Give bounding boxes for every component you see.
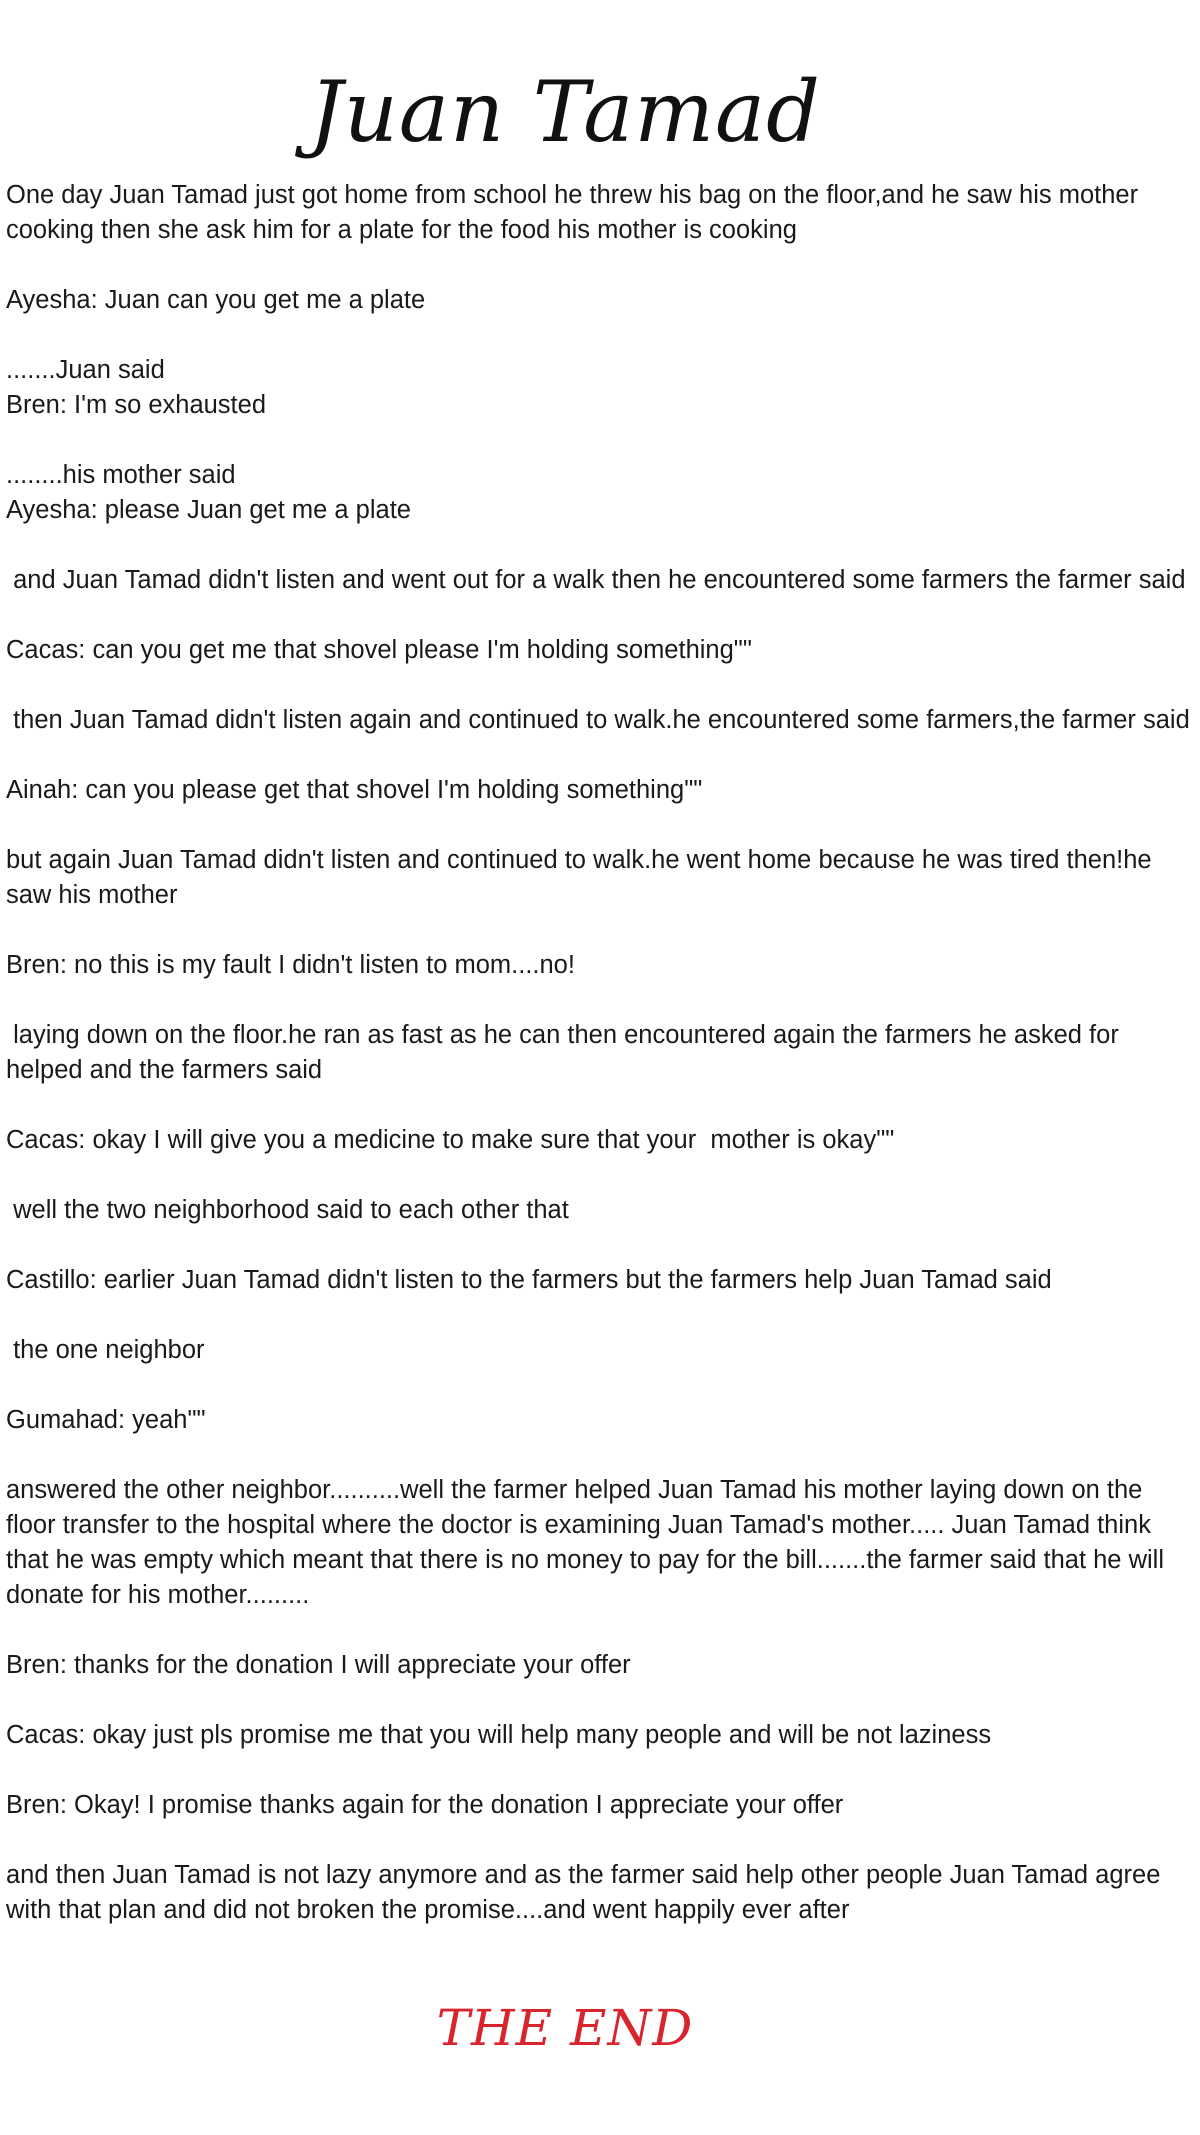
story-line: and Juan Tamad didn't listen and went out for a walk then he encountered some farmers the farmer said — [6, 566, 1186, 594]
story-line: donate for his mother......... — [6, 1581, 310, 1609]
story-paragraph — [6, 1788, 1196, 1823]
story-paragraph — [6, 1263, 1196, 1298]
story-paragraph — [6, 563, 1196, 598]
document-title: Juan Tamad — [309, 63, 821, 161]
story-line: then Juan Tamad didn't listen again and continued to walk.he encountered some farmers,the farmer said — [6, 706, 1190, 734]
story-line: Cacas: can you get me that shovel please I'm holding something"" — [6, 636, 752, 664]
story-line: saw his mother — [6, 881, 178, 909]
story-line: answered the other neighbor..........well the farmer helped Juan Tamad his mother laying down on the — [6, 1476, 1143, 1504]
story-paragraph — [6, 1858, 1196, 1928]
story-paragraph — [6, 353, 1196, 423]
story-line: helped and the farmers said — [6, 1056, 323, 1084]
story-paragraph — [6, 1473, 1196, 1613]
story-line: .......Juan said — [6, 356, 165, 384]
story-line: Bren: Okay! I promise thanks again for the donation I appreciate your offer — [6, 1791, 844, 1819]
story-line: Castillo: earlier Juan Tamad didn't listen to the farmers but the farmers help Juan Tamad said — [6, 1266, 1052, 1294]
story-line: Ayesha: please Juan get me a plate — [6, 496, 411, 524]
story-paragraph — [6, 948, 1196, 983]
story-paragraph — [6, 178, 1196, 248]
story-paragraph — [6, 1403, 1196, 1438]
story-line: but again Juan Tamad didn't listen and continued to walk.he went home because he was tired then!he — [6, 846, 1152, 874]
story-paragraph — [6, 1333, 1196, 1368]
story-line: Gumahad: yeah"" — [6, 1406, 206, 1434]
story-line: well the two neighborhood said to each other that — [6, 1196, 569, 1224]
the-end-label: THE END — [436, 1999, 694, 2057]
story-line: Ainah: can you please get that shovel I'm holding something"" — [6, 776, 703, 804]
story-line: Ayesha: Juan can you get me a plate — [6, 286, 426, 314]
story-paragraph — [6, 1648, 1196, 1683]
story-line: Cacas: okay just pls promise me that you will help many people and will be not laziness — [6, 1721, 992, 1749]
story-paragraph — [6, 703, 1196, 738]
story-line: with that plan and did not broken the promise....and went happily ever after — [6, 1896, 850, 1924]
story-paragraph — [6, 843, 1196, 913]
story-line: the one neighbor — [6, 1336, 205, 1364]
story-paragraph — [6, 1193, 1196, 1228]
story-body — [6, 178, 1196, 1963]
story-line: laying down on the floor.he ran as fast as he can then encountered again the farmers he asked for — [6, 1021, 1119, 1049]
story-line: and then Juan Tamad is not lazy anymore and as the farmer said help other people Juan Tamad agree — [6, 1861, 1161, 1889]
story-paragraph — [6, 1018, 1196, 1088]
story-line: Bren: I'm so exhausted — [6, 391, 267, 419]
story-paragraph — [6, 773, 1196, 808]
story-line: Cacas: okay I will give you a medicine to make sure that your mother is okay"" — [6, 1126, 895, 1154]
story-line: Bren: no this is my fault I didn't listen to mom....no! — [6, 951, 575, 979]
story-line: Bren: thanks for the donation I will appreciate your offer — [6, 1651, 631, 1679]
story-paragraph — [6, 1718, 1196, 1753]
story-line: ........his mother said — [6, 461, 236, 489]
story-paragraph — [6, 458, 1196, 528]
story-paragraph — [6, 633, 1196, 668]
story-line: floor transfer to the hospital where the doctor is examining Juan Tamad's mother..... Juan Tamad think — [6, 1511, 1151, 1539]
story-line: cooking then she ask him for a plate for the food his mother is cooking — [6, 216, 797, 244]
story-line: One day Juan Tamad just got home from school he threw his bag on the floor,and he saw his mother — [6, 181, 1139, 209]
story-paragraph — [6, 283, 1196, 318]
story-paragraph — [6, 1123, 1196, 1158]
story-line: that he was empty which meant that there is no money to pay for the bill.......the farmer said that he will — [6, 1546, 1164, 1574]
